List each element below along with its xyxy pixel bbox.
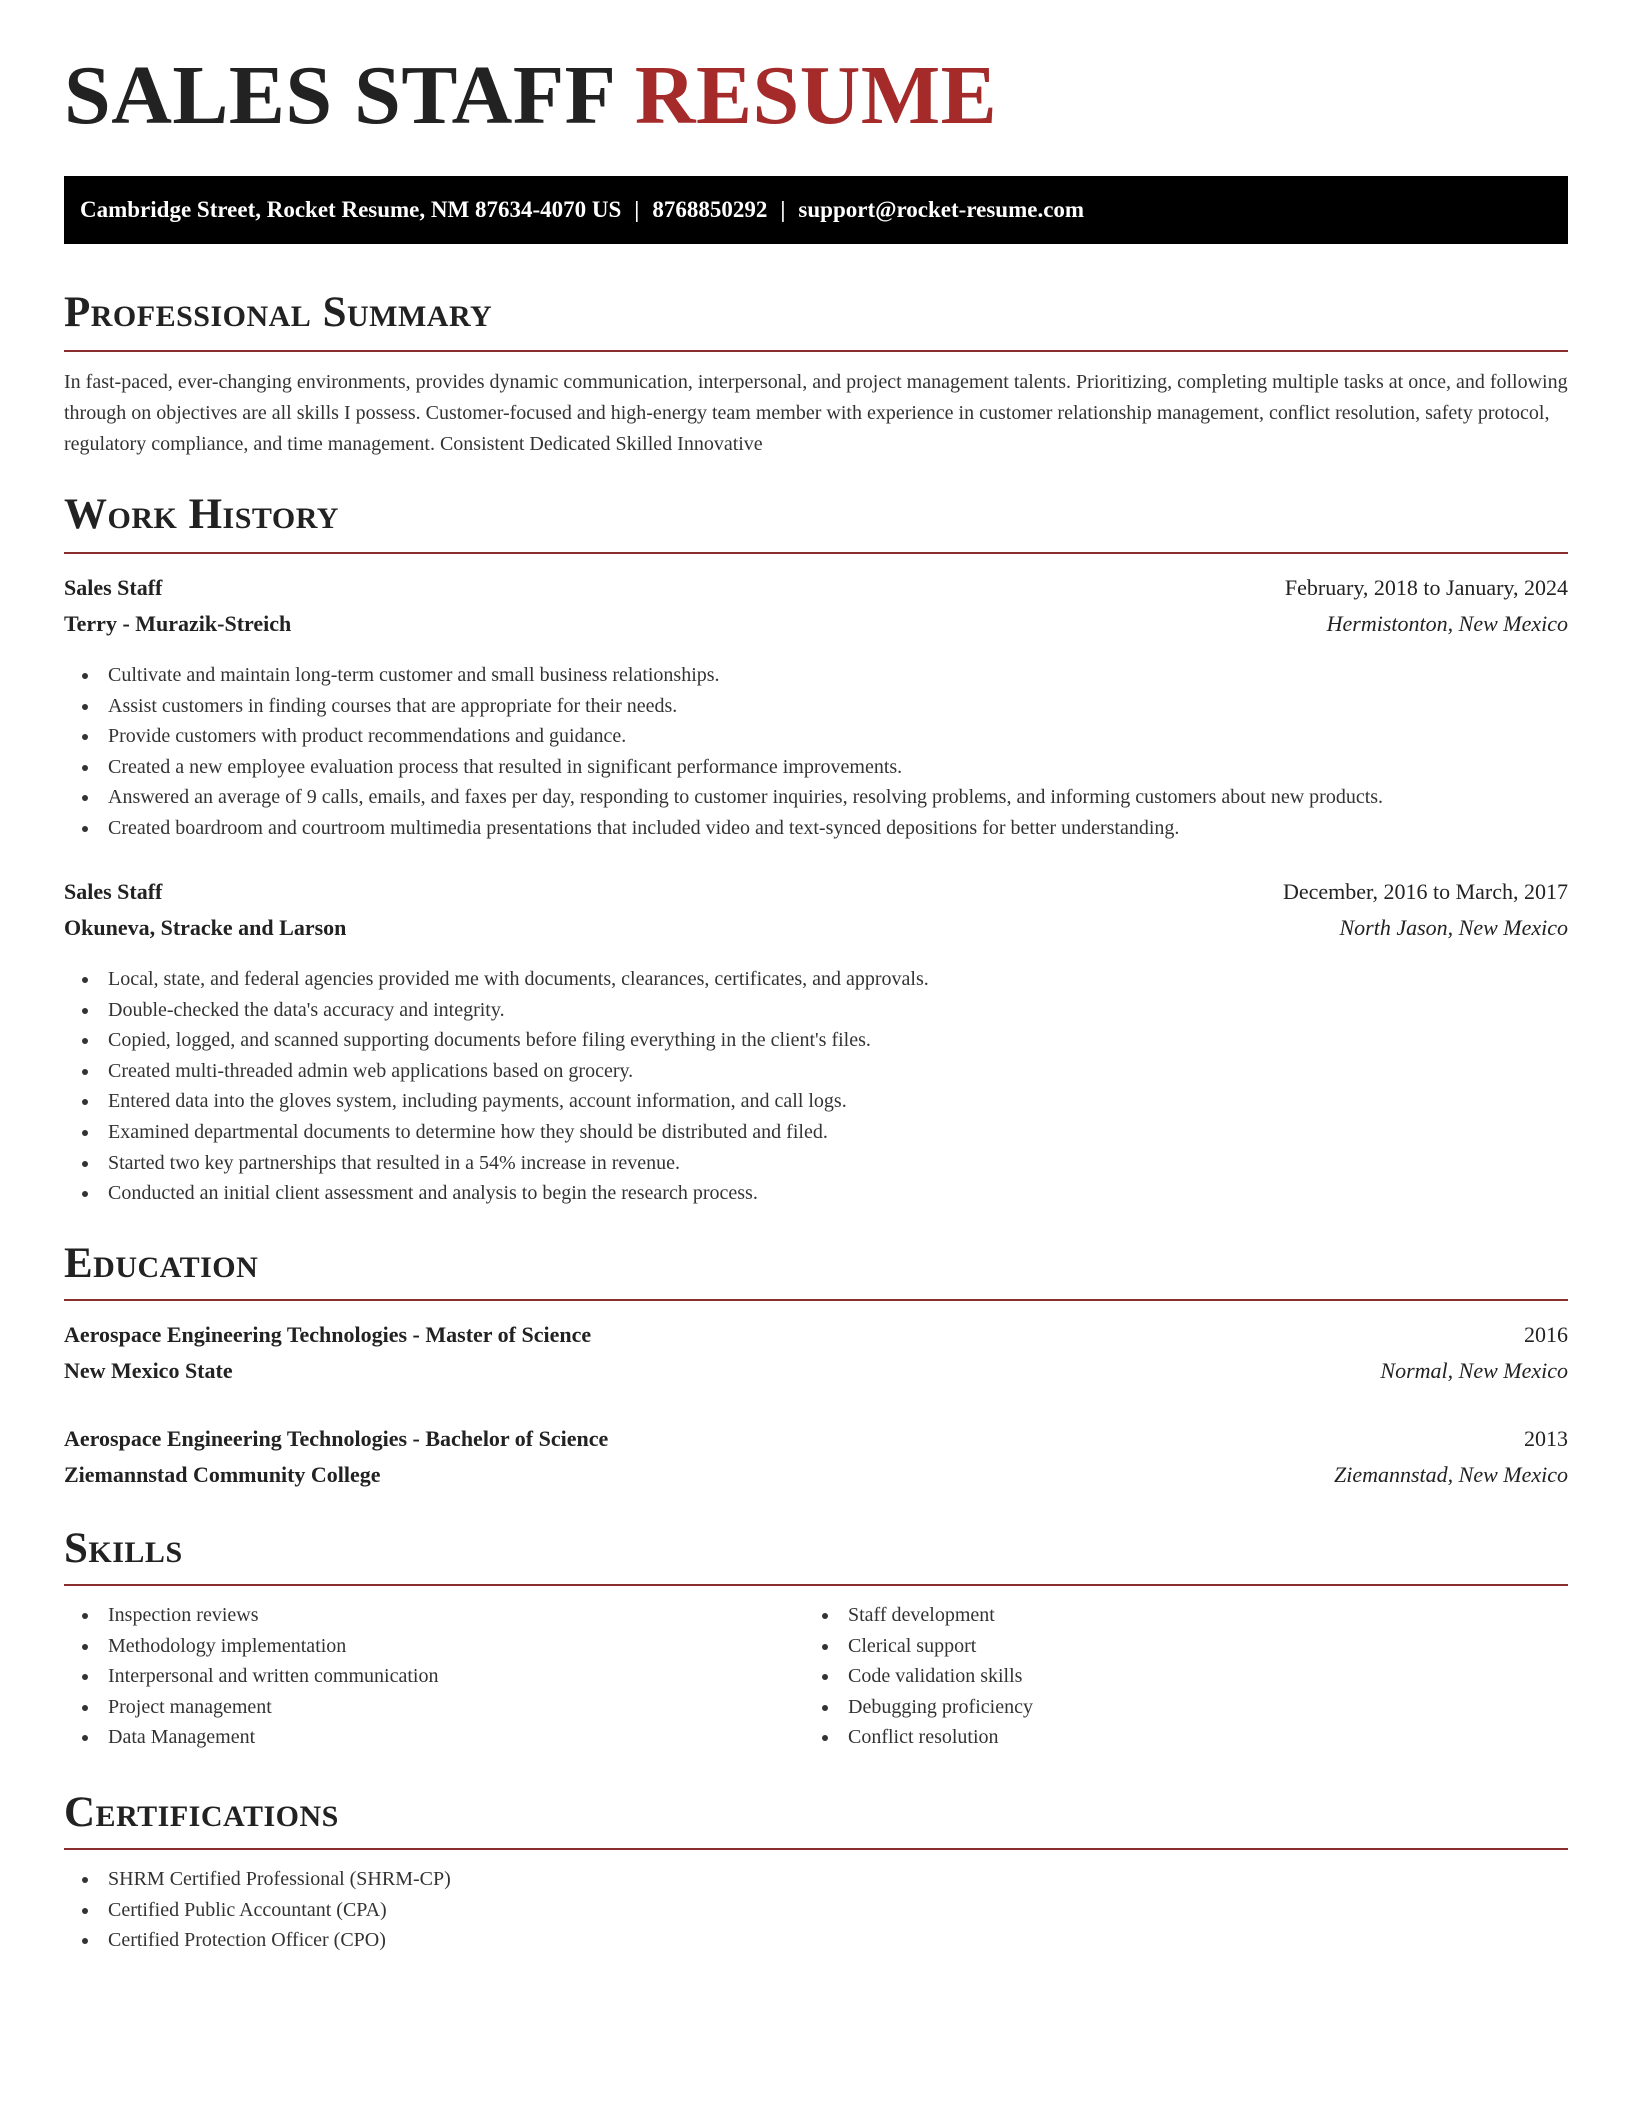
job-company-row: [64, 606, 1568, 642]
list-item: Created boardroom and courtroom multimedia presentations that included video and text-synced depositions for better understanding.: [64, 813, 1383, 844]
list-item: Provide customers with product recommendations and guidance.: [64, 721, 1383, 752]
certifications-list: [64, 1864, 451, 1956]
list-item: Conducted an initial client assessment and analysis to begin the research process.: [64, 1178, 929, 1209]
job-dates: February, 2018 to January, 2024: [1284, 575, 1568, 600]
skills-list-right: [804, 1600, 1033, 1753]
job-company: Terry - Murazik-Streich: [64, 611, 292, 636]
skills-heading: Skills: [64, 1525, 183, 1572]
job-header-row: [64, 874, 1568, 910]
job-company-row: [64, 910, 1568, 946]
list-item: Debugging proficiency: [804, 1692, 1033, 1723]
education-heading: Education: [64, 1240, 259, 1287]
list-item: Certified Protection Officer (CPO): [64, 1925, 451, 1956]
list-item: Double-checked the data's accuracy and integrity.: [64, 995, 929, 1026]
job-duties-list: [64, 660, 1383, 844]
list-item: Data Management: [64, 1722, 438, 1753]
list-item: Staff development: [804, 1600, 1033, 1631]
list-item: Copied, logged, and scanned supporting documents before filing everything in the client's files.: [64, 1025, 929, 1056]
contact-address: Cambridge Street, Rocket Resume, NM 87634-4070 US: [80, 197, 622, 222]
education-school-row: [64, 1457, 1568, 1493]
job-title: Sales Staff: [64, 575, 163, 600]
education-location: Ziemannstad, New Mexico: [1333, 1462, 1568, 1487]
list-item: SHRM Certified Professional (SHRM-CP): [64, 1864, 451, 1895]
list-item: Local, state, and federal agencies provided me with documents, clearances, certificates, and approvals.: [64, 964, 929, 995]
contact-separator: |: [634, 197, 640, 222]
education-school-row: [64, 1353, 1568, 1389]
resume-title: [64, 49, 998, 142]
job-company: Okuneva, Stracke and Larson: [64, 915, 347, 940]
list-item: Inspection reviews: [64, 1600, 438, 1631]
list-item: Examined departmental documents to determine how they should be distributed and filed.: [64, 1117, 929, 1148]
contact-email: support@rocket-resume.com: [798, 197, 1085, 222]
contact-phone: 8768850292: [652, 197, 768, 222]
section-divider: [64, 350, 1568, 352]
list-item: Answered an average of 9 calls, emails, and faxes per day, responding to customer inquiries, resolving problems, and informing customers about new products.: [64, 782, 1383, 813]
list-item: Entered data into the gloves system, including payments, account information, and call logs.: [64, 1086, 929, 1117]
list-item: Cultivate and maintain long-term customer and small business relationships.: [64, 660, 1383, 691]
education-school: New Mexico State: [64, 1358, 233, 1383]
education-degree: Aerospace Engineering Technologies - Bachelor of Science: [64, 1426, 609, 1451]
list-item: Conflict resolution: [804, 1722, 1033, 1753]
education-degree: Aerospace Engineering Technologies - Master of Science: [64, 1322, 592, 1347]
list-item: Clerical support: [804, 1631, 1033, 1662]
list-item: Created multi-threaded admin web applications based on grocery.: [64, 1056, 929, 1087]
section-divider: [64, 1299, 1568, 1301]
education-degree-row: [64, 1317, 1568, 1353]
job-duties-list: [64, 964, 929, 1209]
skills-list-left: [64, 1600, 438, 1753]
job-location: Hermistonton, New Mexico: [1326, 611, 1568, 636]
list-item: Interpersonal and written communication: [64, 1661, 438, 1692]
list-item: Project management: [64, 1692, 438, 1723]
list-item: Methodology implementation: [64, 1631, 438, 1662]
list-item: Started two key partnerships that resulted in a 54% increase in revenue.: [64, 1148, 929, 1179]
summary-text: In fast-paced, ever-changing environments, provides dynamic communication, interpersonal, and project management talents. Prioritizing, completing multiple tasks at once, and following through on objectives are all skills I possess. Customer-focused and high-energy team member with experience in customer relationship management, conflict resolution, safety protocol, regulatory compliance, and time management. Consistent Dedicated Skilled Innovative: [64, 371, 1568, 455]
education-degree-row: [64, 1421, 1568, 1457]
work-history-heading: Work History: [64, 491, 339, 538]
education-location: Normal, New Mexico: [1380, 1358, 1568, 1383]
list-item: Created a new employee evaluation process that resulted in significant performance improvements.: [64, 752, 1383, 783]
education-school: Ziemannstad Community College: [64, 1462, 381, 1487]
certifications-heading: Certifications: [64, 1789, 339, 1836]
contact-bar: [64, 176, 1568, 244]
list-item: Assist customers in finding courses that are appropriate for their needs.: [64, 691, 1383, 722]
summary-heading: Professional Summary: [64, 289, 493, 336]
section-divider: [64, 1584, 1568, 1586]
list-item: Code validation skills: [804, 1661, 1033, 1692]
title-main: SALES STAFF: [64, 49, 614, 142]
job-title: Sales Staff: [64, 879, 163, 904]
job-header-row: [64, 570, 1568, 606]
contact-separator: |: [780, 197, 786, 222]
job-dates: December, 2016 to March, 2017: [1282, 879, 1568, 904]
job-location: North Jason, New Mexico: [1339, 915, 1568, 940]
education-year: 2016: [1524, 1322, 1568, 1347]
list-item: Certified Public Accountant (CPA): [64, 1895, 451, 1926]
section-divider: [64, 1848, 1568, 1850]
title-accent: RESUME: [634, 49, 998, 142]
education-year: 2013: [1524, 1426, 1568, 1451]
section-divider: [64, 552, 1568, 554]
